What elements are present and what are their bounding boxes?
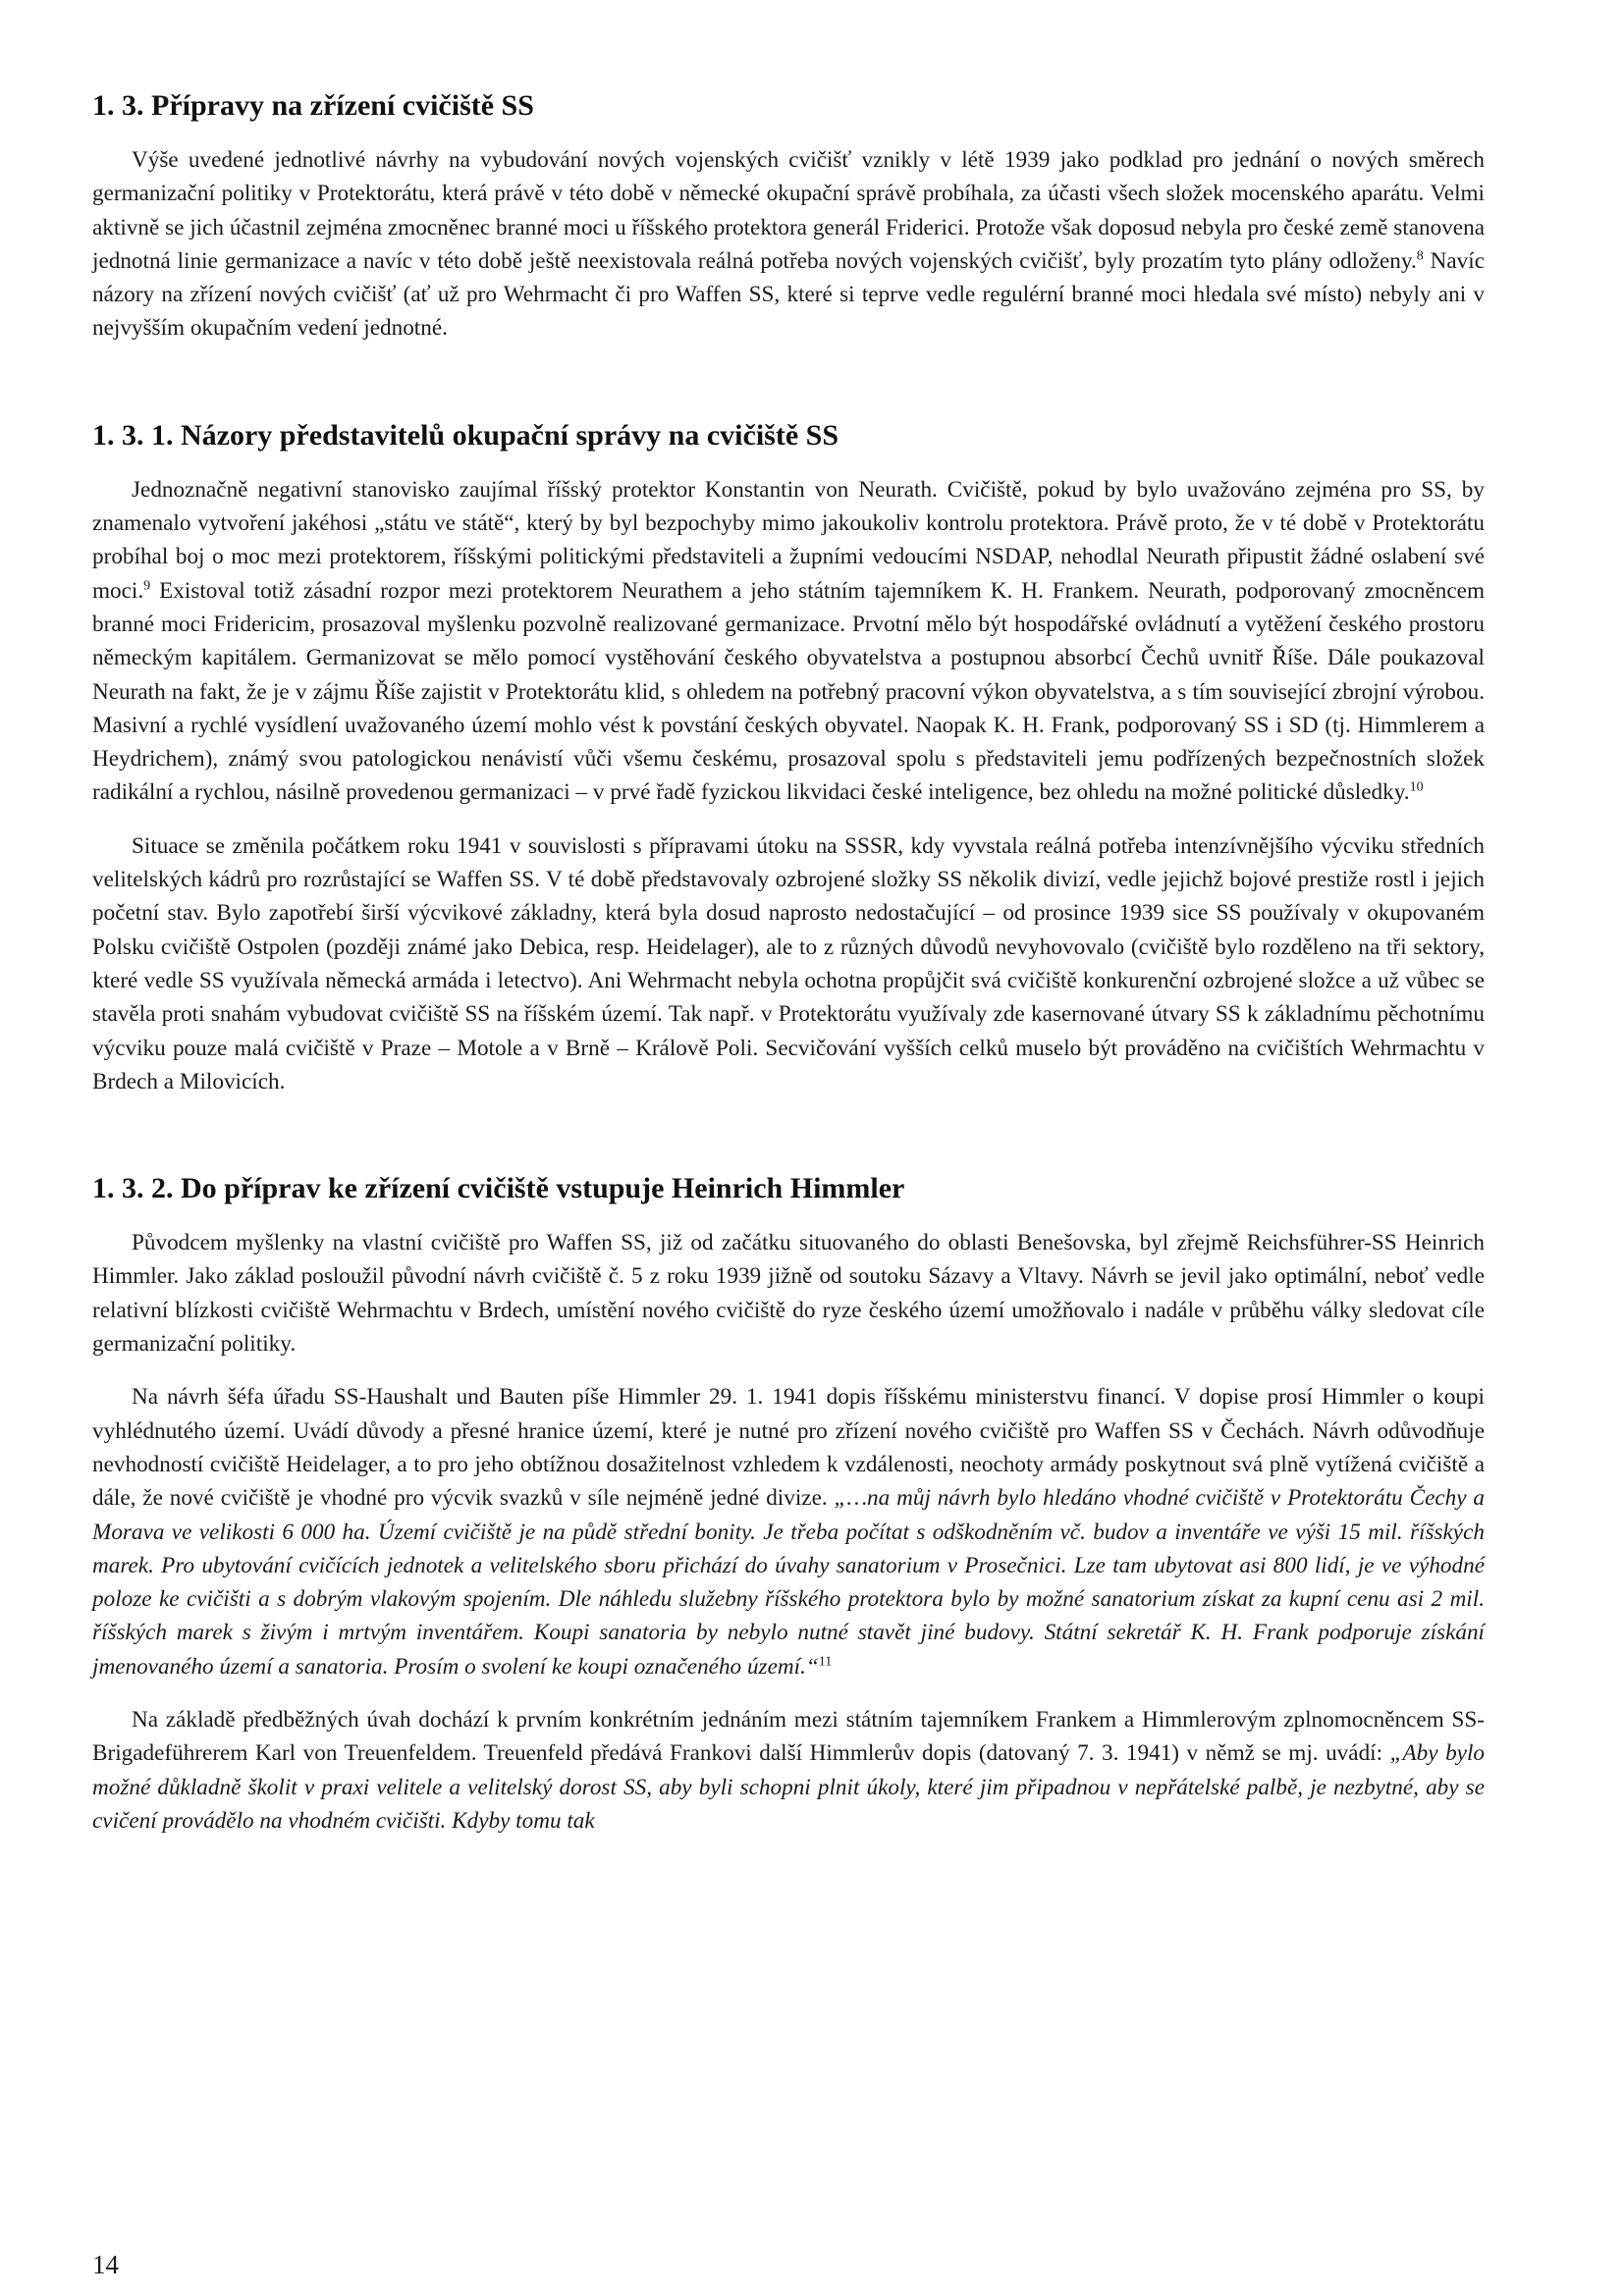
section-heading-1-3-2: 1. 3. 2. Do příprav ke zřízení cvičiště vstupuje Heinrich Himmler xyxy=(92,1172,905,1205)
paragraph-1-3-a xyxy=(92,143,1485,346)
paragraph-1-3-2-a xyxy=(92,1226,1485,1361)
quotation-himmler-1941-03: „Aby bylo možné důkladně školit v praxi velitele a velitelský dorost SS, aby byli schopni plnit úkoly, které jim připadnou v nepřátelské palbě, je nezbytné, aby se cvičení provádělo na vhodném cvičišti. Kdyby tomu tak xyxy=(92,1740,1485,1834)
footnote-ref-9: 9 xyxy=(143,577,151,593)
paragraph-text: Na základě předběžných úvah dochází k prvním konkrétním jednáním mezi státním tajemníkem Frankem a Himmlerovým zplnomocněncem SS-Brigadeführerem Karl von Treuenfeldem. Treuenfeld předává Frankovi další Himmlerův dopis (datovaný 7. 3. 1941) v němž se mj. uvádí: xyxy=(92,1706,1485,1767)
footnote-ref-11: 11 xyxy=(818,1653,833,1669)
page-body xyxy=(92,88,1485,1838)
paragraph-text: Existoval totiž zásadní rozpor mezi protektorem Neurathem a jeho státním tajemníkem K. H. Frankem. Neurath, podporovaný zmocněncem branné moci Fridericim, prosazoval myšlenku pozvolně realizované germanizace. Prvotní mělo být hospodářské ovládnutí a vytěžení českého prostoru německým kapitálem. Germanizovat se mělo pomocí vystěhování českého obyvatelstva a postupnou absorbcí Čechů uvnitř Říše. Dále poukazoval Neurath na fakt, že je v zájmu Říše zajistit v Protektorátu klid, s ohledem na potřebný pracovní výkon obyvatelstva, a s tím související zbrojní výrobou. Masivní a rychlé vysídlení uvažovaného území mohlo vést k povstání českých obyvatel. Naopak K. H. Frank, podporovaný SS i SD (tj. Himmlerem a Heydrichem), známý svou patologickou nenávistí vůči všemu českému, prosazoval spolu s představiteli jemu podřízených bezpečnostních složek radikální a rychlou, násilně provedenou germanizaci – v prvé řadě fyzickou likvidaci české inteligence, bez ohledu na možné politické důsledky. xyxy=(92,577,1485,806)
footnote-ref-10: 10 xyxy=(1409,779,1424,795)
paragraph-text: Původcem myšlenky na vlastní cvičiště pro Waffen SS, již od začátku situovaného do oblasti Benešovska, byl zřejmě Reichsführer-SS Heinrich Himmler. Jako základ posloužil původní návrh cvičiště č. 5 z roku 1939 jižně od soutoku Sázavy a Vltavy. Návrh se jevil jako optimální, neboť vedle relativní blízkosti cvičiště Wehrmachtu v Brdech, umístění nového cvičiště do ryze českého území umožňovalo i nadále v průběhu války sledovat cíle germanizační politiky. xyxy=(92,1230,1485,1358)
paragraph-text: Jednoznačně negativní stanovisko zaujímal říšský protektor Konstantin von Neurath. Cvičiště, pokud by bylo uvažováno zejména pro SS, by znamenalo vytvoření jakéhosi „státu ve státě“, který by byl bezpochyby mimo jakoukoliv kontrolu protektora. Právě proto, že v té době v Protektorátu probíhal boj o moc mezi protektorem, říšskými politickými představiteli a župními vedoucími NSDAP, nehodlal Neurath připustit žádné oslabení své moci. xyxy=(92,476,1485,604)
section-heading-1-3: 1. 3. Přípravy na zřízení cvičiště SS xyxy=(92,89,534,122)
paragraph-text: Navíc názory na zřízení nových cvičišť (ať už pro Wehrmacht či pro Waffen SS, které si teprve vedle regulérní branné moci hledala své místo) nebyly ani v nejvyšším okupačním vedení jednotné. xyxy=(92,247,1485,342)
paragraph-1-3-2-c xyxy=(92,1703,1485,1838)
quotation-himmler-1941-01: „…na můj návrh bylo hledáno vhodné cvičiště v Protektorátu Čechy a Morava ve velikosti 6 000 ha. Území cvičiště je na půdě střední bonity. Je třeba počítat s odškodněním vč. budov a inventáře ve výši 15 mil. říšských marek. Pro ubytování cvičících jednotek a velitelského sboru přichází do úvahy sanatorium v Prosečnici. Lze tam ubytovat asi 800 lidí, je ve výhodné poloze ke cvičišti a s dobrým vlakovým spojením. Dle náhledu služebny říšského protektora bylo by možné sanatorium získat za kupní cenu asi 2 mil. říšských marek s živým i mrtvým inventářem. Koupi sanatoria by nebylo nutné stavět jiné budovy. Státní sekretář K. H. Frank podporuje získání jmenovaného území a sanatoria. Prosím o svolení ke koupi označeného území.“ xyxy=(92,1485,1486,1680)
section-heading-1-3-1: 1. 3. 1. Názory představitelů okupační správy na cvičiště SS xyxy=(92,418,839,452)
paragraph-1-3-1-b xyxy=(92,829,1485,1098)
paragraph-text: Situace se změnila počátkem roku 1941 v souvislosti s přípravami útoku na SSSR, kdy vyvstala reálná potřeba intenzívnějšího výcviku středních velitelských kádrů pro rozrůstající se Waffen SS. V té době představovaly ozbrojené složky SS několik divizí, vedle jejichž bojové prestiže rostl i jejich početní stav. Bylo zapotřebí širší výcvikové základny, která byla dosud naprosto nedostačující – od prosince 1939 sice SS používaly v okupovaném Polsku cvičiště Ostpolen (později známé jako Debica, resp. Heidelager), ale to z různých důvodů nevyhovovalo (cvičiště bylo rozděleno na tři sektory, které vedle SS využívala německá armáda i letectvo). Ani Wehrmacht nebyla ochotna propůjčit svá cvičiště konkurenční ozbrojené složce a už vůbec se stavěla proti snahám vybudovat cvičiště SS na říšském území. Tak např. v Protektorátu využívaly zde kasernované útvary SS k základnímu pěchotnímu výcviku pouze malá cvičiště v Praze – Motole a v Brně – Králově Poli. Secvičování vyšších celků muselo být prováděno na cvičištích Wehrmachtu v Brdech a Milovicích. xyxy=(92,832,1485,1095)
paragraph-text: Výše uvedené jednotlivé návrhy na vybudování nových vojenských cvičišť vznikly v létě 1939 jako podklad pro jednání o nových směrech germanizační politiky v Protektorátu, která právě v této době v německé okupační správě probíhala, za účasti všech složek mocenského aparátu. Velmi aktivně se jich účastnil zejména zmocněnec branné moci u říšského protektora generál Friderici. Protože však doposud nebyla pro české země stanovena jednotná linie germanizace a navíc v této době ještě neexistovala reálná potřeba nových vojenských cvičišť, byly prozatím tyto plány odloženy. xyxy=(92,147,1485,274)
paragraph-1-3-2-b xyxy=(92,1380,1485,1683)
paragraph-1-3-1-a xyxy=(92,473,1485,810)
paragraph-text: Na návrh šéfa úřadu SS-Haushalt und Bauten píše Himmler 29. 1. 1941 dopis říšskému ministerstvu financí. V dopise prosí Himmler o koupi vyhlédnutého území. Uvádí důvody a přesné hranice území, které je nutné pro zřízení nového cvičiště pro Waffen SS v Čechách. Návrh odůvodňuje nevhodností cvičiště Heidelager, a to pro jeho obtížnou dosažitelnost vzhledem k vzdálenosti, neochoty armády poskytnout svá plně vytížená cvičiště a dále, že nové cvičiště je vhodné pro výcvik svazků v síle nejméně jedné divize. xyxy=(92,1384,1485,1512)
page-number: 14 xyxy=(92,2250,119,2279)
footnote-ref-8: 8 xyxy=(1416,248,1424,264)
